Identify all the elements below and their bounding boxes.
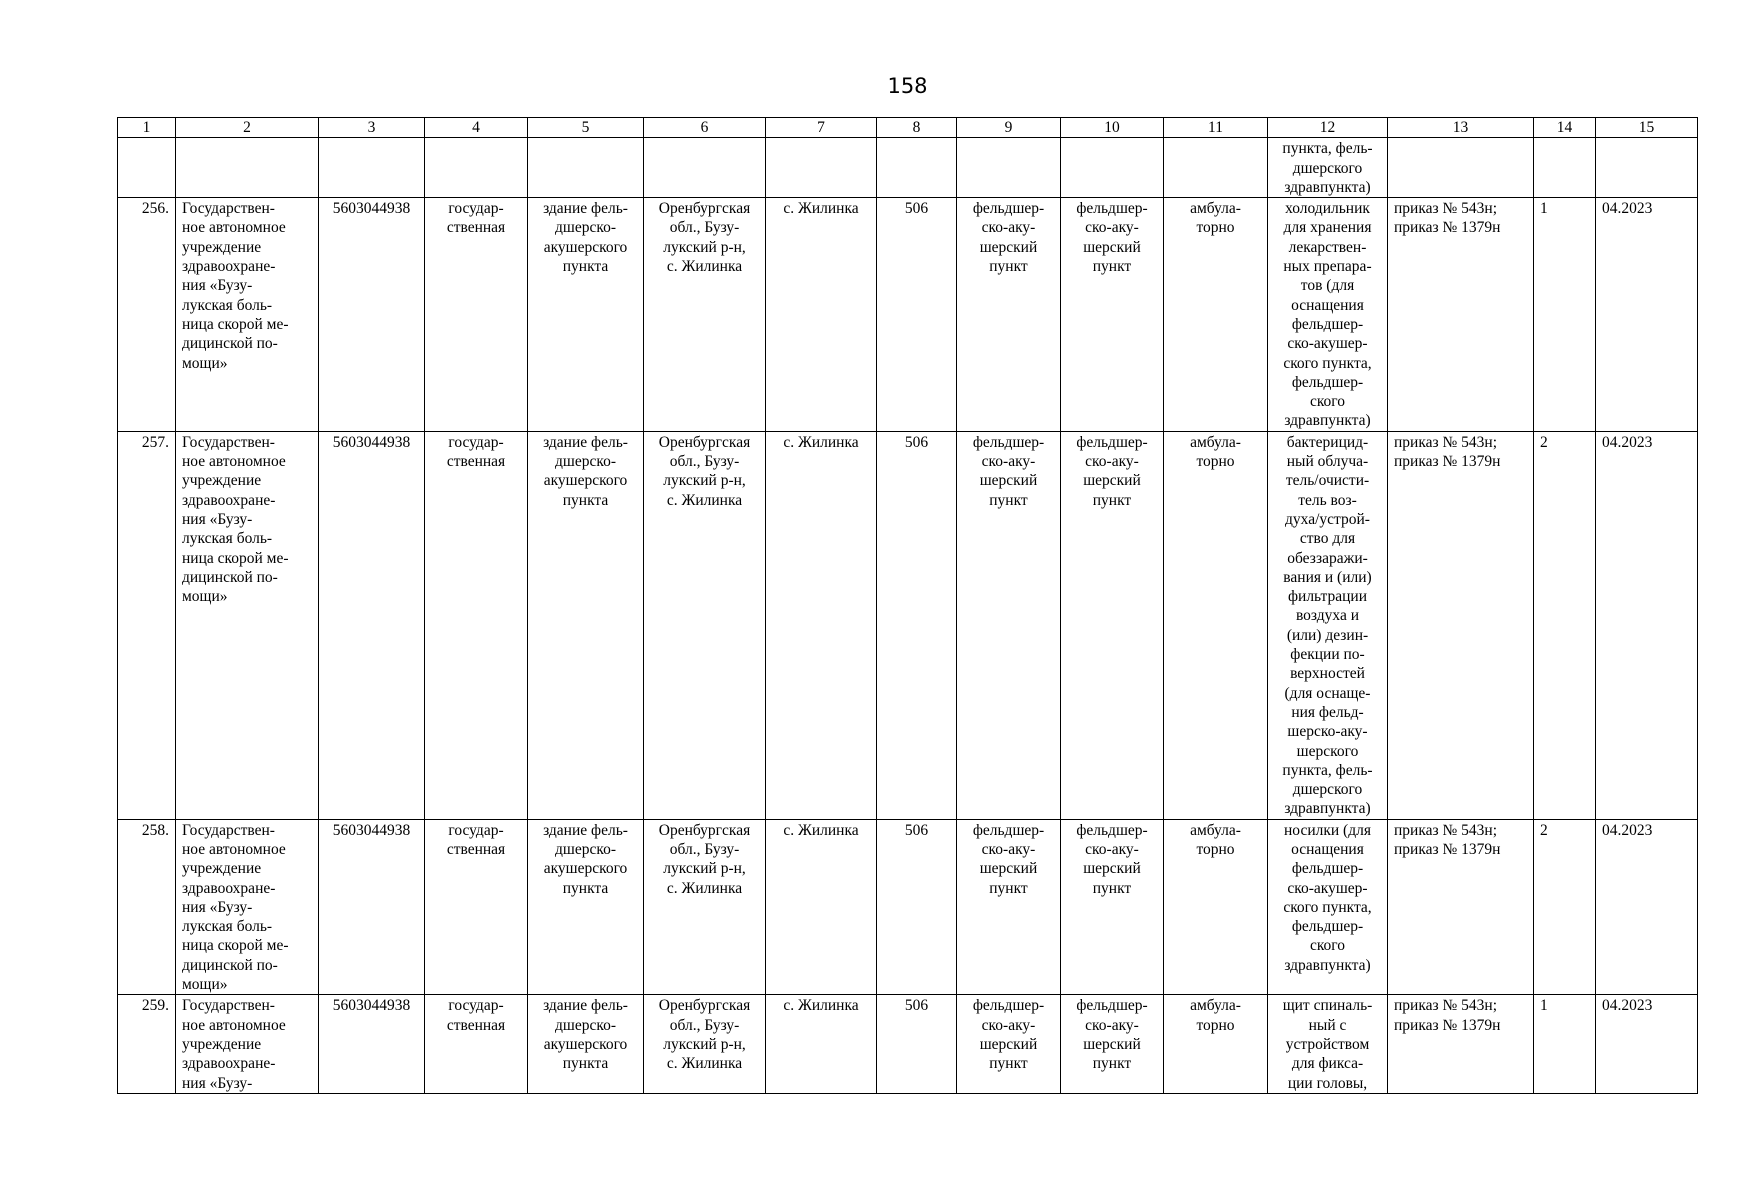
column-header: 8 (877, 118, 957, 138)
order-cell: приказ № 543н; приказ № 1379н (1388, 198, 1534, 432)
care-form-cell: амбула- торно (1164, 995, 1268, 1093)
building-cell: здание фель- дшерско- акушерского пункта (528, 431, 644, 819)
page-number: 158 (887, 74, 928, 98)
column-header: 9 (957, 118, 1061, 138)
equipment-table (117, 117, 1698, 1094)
ownership-cell: государ- ственная (425, 431, 528, 819)
care-form-cell: амбула- торно (1164, 431, 1268, 819)
quantity-cell: 1 (1534, 995, 1596, 1093)
quantity-cell: 1 (1534, 198, 1596, 432)
date-cell: 04.2023 (1596, 819, 1698, 995)
address-cell: Оренбургская обл., Бузу- лукский р-н, с. Жилинка (644, 819, 766, 995)
locality-cell: с. Жилинка (766, 819, 877, 995)
inn-cell: 5603044938 (319, 198, 425, 432)
organization-cell: Государствен- ное автономное учреждение здравоохране- ния «Бузу- лукская боль- ница скорой ме- дицинской по- мощи» (176, 819, 319, 995)
unit-type-cell: фельдшер- ско-аку- шерский пункт (957, 198, 1061, 432)
ownership-cell: государ- ственная (425, 819, 528, 995)
row-number-cell: 257. (118, 431, 176, 819)
order-cell: приказ № 543н; приказ № 1379н (1388, 995, 1534, 1093)
column-header: 6 (644, 118, 766, 138)
building-cell: здание фель- дшерско- акушерского пункта (528, 198, 644, 432)
locality-cell: с. Жилинка (766, 995, 877, 1093)
date-cell: 04.2023 (1596, 198, 1698, 432)
address-cell: Оренбургская обл., Бузу- лукский р-н, с. Жилинка (644, 431, 766, 819)
inn-cell: 5603044938 (319, 995, 425, 1093)
table-row (118, 198, 1698, 432)
row-number-cell: 259. (118, 995, 176, 1093)
order-cell: приказ № 543н; приказ № 1379н (1388, 819, 1534, 995)
continuation-row (118, 138, 1698, 198)
unit-name-cell: фельдшер- ско-аку- шерский пункт (1061, 819, 1164, 995)
column-header: 12 (1268, 118, 1388, 138)
row-number-cell: 256. (118, 198, 176, 432)
column-header: 4 (425, 118, 528, 138)
unit-name-cell: фельдшер- ско-аку- шерский пункт (1061, 198, 1164, 432)
organization-cell: Государствен- ное автономное учреждение здравоохране- ния «Бузу- (176, 995, 319, 1093)
building-cell: здание фель- дшерско- акушерского пункта (528, 819, 644, 995)
column-header: 5 (528, 118, 644, 138)
column-header: 3 (319, 118, 425, 138)
organization-cell: Государствен- ное автономное учреждение здравоохране- ния «Бузу- лукская боль- ница скорой ме- дицинской по- мощи» (176, 431, 319, 819)
address-cell: Оренбургская обл., Бузу- лукский р-н, с. Жилинка (644, 995, 766, 1093)
code-cell: 506 (877, 431, 957, 819)
inn-cell: 5603044938 (319, 431, 425, 819)
column-header: 14 (1534, 118, 1596, 138)
address-cell: Оренбургская обл., Бузу- лукский р-н, с. Жилинка (644, 198, 766, 432)
building-cell: здание фель- дшерско- акушерского пункта (528, 995, 644, 1093)
care-form-cell: амбула- торно (1164, 198, 1268, 432)
equipment-cell: носилки (для оснащения фельдшер- ско-акушер- ского пункта, фельдшер- ского здравпункта) (1268, 819, 1388, 995)
equipment-cell: пункта, фель- дшерского здравпункта) (1268, 138, 1388, 198)
ownership-cell: государ- ственная (425, 198, 528, 432)
date-cell: 04.2023 (1596, 431, 1698, 819)
order-cell: приказ № 543н; приказ № 1379н (1388, 431, 1534, 819)
date-cell: 04.2023 (1596, 995, 1698, 1093)
care-form-cell: амбула- торно (1164, 819, 1268, 995)
table-row (118, 819, 1698, 995)
unit-name-cell: фельдшер- ско-аку- шерский пункт (1061, 995, 1164, 1093)
organization-cell: Государствен- ное автономное учреждение здравоохране- ния «Бузу- лукская боль- ница скорой ме- дицинской по- мощи» (176, 198, 319, 432)
column-header: 1 (118, 118, 176, 138)
row-number-cell: 258. (118, 819, 176, 995)
code-cell: 506 (877, 198, 957, 432)
column-header: 10 (1061, 118, 1164, 138)
equipment-cell: бактерицид- ный облуча- тель/очисти- тель воз- духа/устрой- ство для обеззаражи- вания и (или) фильтрации воздуха и (или) дезин- фекции по- верхностей (для оснаще- ния фельд- шерско-аку- шерского пункта, фель- дшерского здравпункта) (1268, 431, 1388, 819)
unit-type-cell: фельдшер- ско-аку- шерский пункт (957, 431, 1061, 819)
unit-type-cell: фельдшер- ско-аку- шерский пункт (957, 995, 1061, 1093)
column-header: 13 (1388, 118, 1534, 138)
locality-cell: с. Жилинка (766, 431, 877, 819)
inn-cell: 5603044938 (319, 819, 425, 995)
ownership-cell: государ- ственная (425, 995, 528, 1093)
table-row (118, 431, 1698, 819)
equipment-cell: холодильник для хранения лекарствен- ных препара- тов (для оснащения фельдшер- ско-акушер- ского пункта, фельдшер- ского здравпункта) (1268, 198, 1388, 432)
table-row (118, 995, 1698, 1093)
column-header: 11 (1164, 118, 1268, 138)
unit-type-cell: фельдшер- ско-аку- шерский пункт (957, 819, 1061, 995)
code-cell: 506 (877, 819, 957, 995)
unit-name-cell: фельдшер- ско-аку- шерский пункт (1061, 431, 1164, 819)
quantity-cell: 2 (1534, 431, 1596, 819)
equipment-cell: щит спиналь- ный с устройством для фикса- ции головы, (1268, 995, 1388, 1093)
column-header: 15 (1596, 118, 1698, 138)
locality-cell: с. Жилинка (766, 198, 877, 432)
column-header: 2 (176, 118, 319, 138)
quantity-cell: 2 (1534, 819, 1596, 995)
column-number-header-row (118, 118, 1698, 138)
column-header: 7 (766, 118, 877, 138)
code-cell: 506 (877, 995, 957, 1093)
